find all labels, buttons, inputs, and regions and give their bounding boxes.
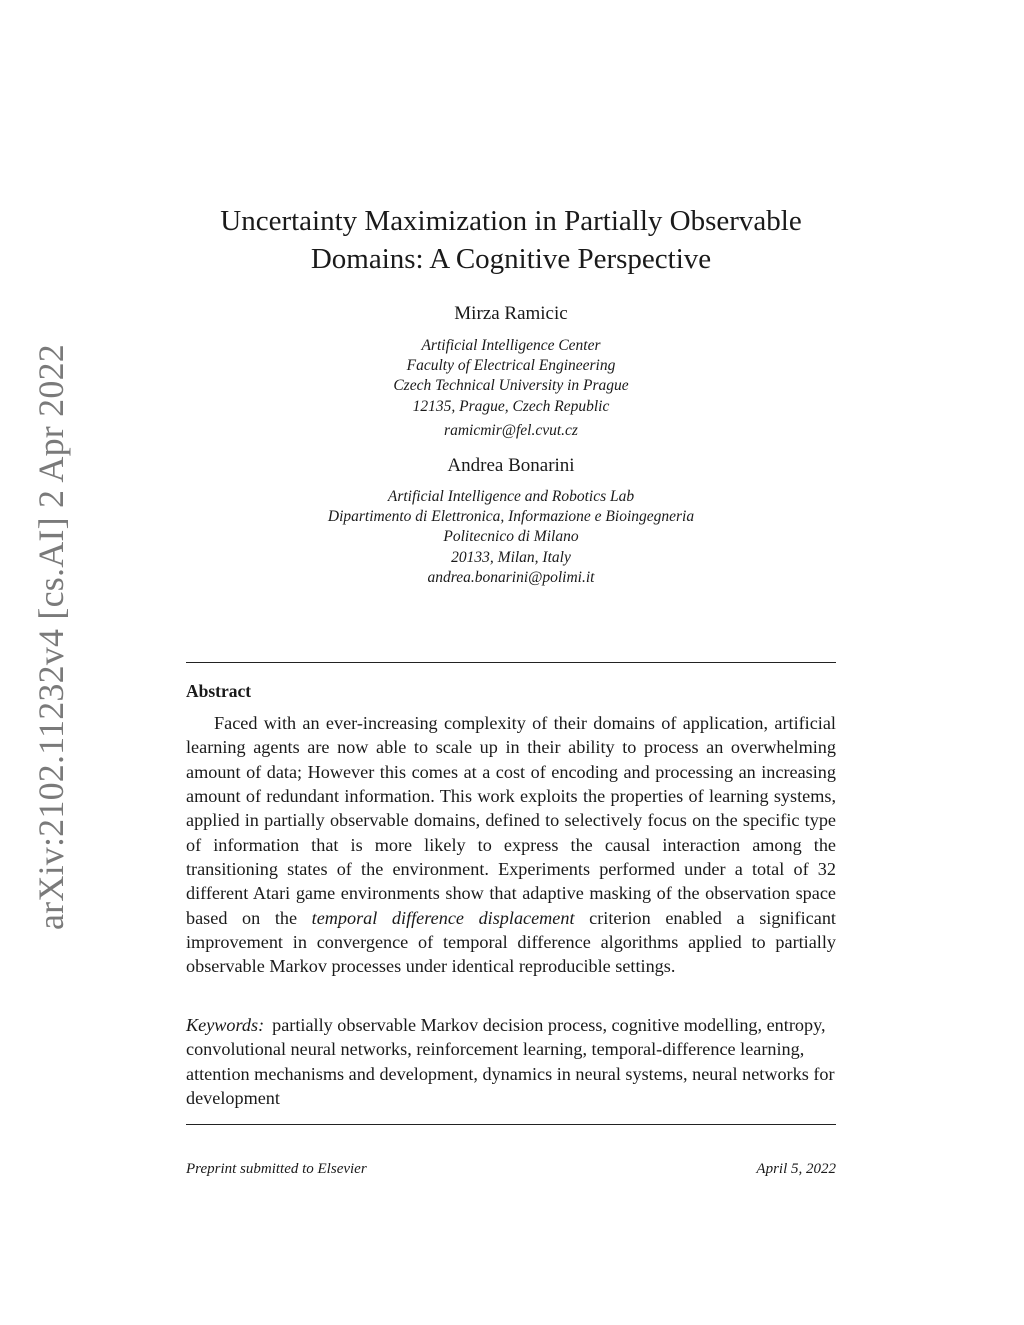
arxiv-identifier-stamp: arXiv:2102.11232v4 [cs.AI] 2 Apr 2022 (31, 344, 71, 930)
author-name-2: Andrea Bonarini (447, 455, 575, 476)
title-line-2: Domains: A Cognitive Perspective (310, 243, 712, 275)
author-email-2[interactable]: andrea.bonarini@polimi.it (427, 568, 595, 586)
affiliation-line: 20133, Milan, Italy (451, 548, 571, 566)
affiliation-line: Faculty of Electrical Engineering (406, 357, 616, 375)
author-affiliation-2 (150, 487, 872, 588)
footer-date: April 5, 2022 (756, 1161, 836, 1177)
paper-title (150, 202, 872, 278)
abstract-bottom-rule (186, 1124, 836, 1125)
affiliation-line: 12135, Prague, Czech Republic (412, 397, 610, 415)
affiliation-line: Czech Technical University in Prague (393, 377, 629, 395)
affiliation-line: Politecnico di Milano (443, 528, 579, 546)
title-line-1: Uncertainty Maximization in Partially Observable (220, 205, 802, 237)
affiliation-line: Artificial Intelligence Center (421, 337, 601, 354)
affiliation-line: Dipartimento di Elettronica, Informazione e Bioingegneria (327, 508, 695, 526)
abstract-text-part-1: Faced with an ever-increasing complexity of their domains of application, artificial learning agents are now able to scale up in their ability to process an overwhelming amount of data; However this comes at a cost of encoding and processing an increasing amount of redundant information. This work exploits the properties of learning systems, applied in partially observable domains, defined to selectively focus on the specific type of information that is more likely to express the causal interaction among the transitioning states of the environment. Experiments performed under a total of 32 different Atari game environments show that adaptive masking of the observation space based on the (186, 713, 836, 928)
abstract-text-part-2: criterion enabled a significant improvement in convergence of temporal difference algorithms applied to partially observable Markov processes under identical reproducible settings. (186, 907, 836, 977)
author-email-1[interactable]: ramicmir@fel.cvut.cz (444, 422, 578, 439)
footer-preprint-note: Preprint submitted to Elsevier (186, 1161, 367, 1177)
keywords-label: Keywords: (186, 1015, 265, 1035)
abstract-text (186, 711, 836, 979)
affiliation-line: Artificial Intelligence and Robotics Lab (387, 488, 635, 505)
abstract-top-rule (186, 662, 836, 663)
keywords-block (186, 1013, 836, 1110)
abstract-emphasis: temporal difference displacement (311, 907, 575, 928)
abstract-heading: Abstract (186, 681, 252, 701)
author-affiliation-1 (150, 336, 872, 417)
author-name-1: Mirza Ramicic (454, 303, 568, 324)
keywords-text: partially observable Markov decision process, cognitive modelling, entropy, convolutional neural networks, reinforcement learning, temporal-difference learning, attention mechanisms and development, dynamics in neural systems, neural networks for development (186, 1015, 835, 1109)
